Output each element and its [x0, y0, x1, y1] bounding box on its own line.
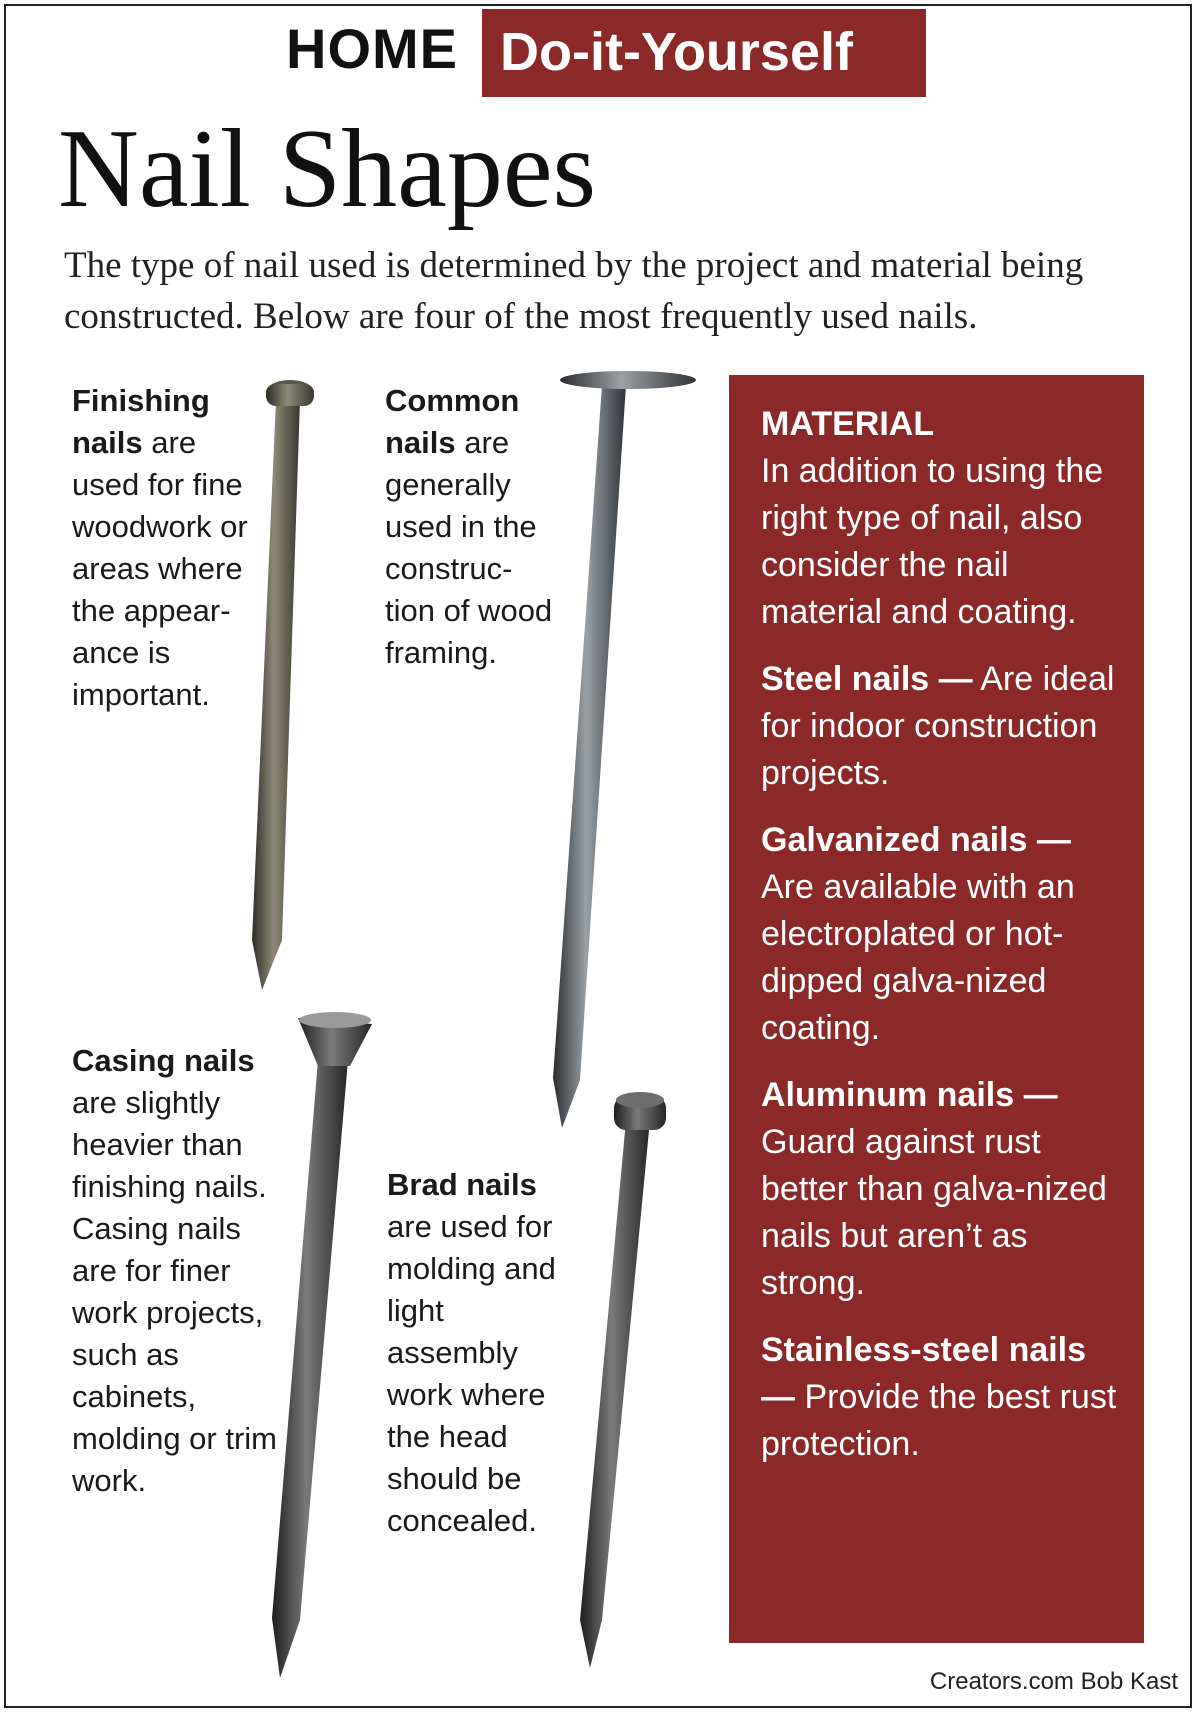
common-nail	[553, 371, 696, 1128]
material-heading: MATERIAL	[761, 405, 935, 443]
material-panel	[729, 375, 1144, 1643]
material-item-name: Steel nails —	[761, 660, 973, 698]
brad-nail-description	[387, 1164, 577, 1542]
material-item-name: Stainless-steel nails —	[761, 1331, 1087, 1416]
material-item-text: Guard against rust better than galva-nized nails but aren’t as strong.	[761, 1123, 1107, 1302]
casing-nail-name: Casing nails	[72, 1043, 255, 1078]
common-nail-name: Common nails	[385, 383, 520, 460]
finishing-nail-name: Finishing nails	[72, 383, 210, 460]
material-intro: In addition to using the right type of nail, also consider the nail material and coating.	[761, 452, 1104, 631]
common-nail-text: are generally used in the construc-tion of wood framing.	[385, 425, 553, 670]
intro-text: The type of nail used is determined by the project and material being constructed. Below are four of the most frequently used nails.	[64, 245, 1084, 337]
material-item-name: Aluminum nails —	[761, 1076, 1058, 1114]
page-title: Nail Shapes	[58, 107, 597, 231]
material-item-name: Galvanized nails —	[761, 821, 1071, 859]
section-label: HOME	[286, 17, 458, 80]
material-item-text: Are ideal for indoor construction projects.	[761, 660, 1115, 792]
finishing-nail-text: are used for fine woodwork or areas where the appear-ance is important.	[72, 425, 248, 712]
material-item-text: Provide the best rust protection.	[761, 1378, 1117, 1463]
material-item	[761, 656, 1124, 797]
material-item-text: Are available with an electroplated or hot-dipped galva-nized coating.	[761, 868, 1075, 1047]
banner: Do-it-Yourself	[482, 9, 926, 97]
brad-nail-text: are used for molding and light assembly work where the head should be concealed.	[387, 1209, 556, 1538]
material-item	[761, 817, 1124, 1052]
common-nail-description	[385, 380, 555, 674]
casing-nail-text: are slightly heavier than finishing nails. Casing nails are for finer work projects, such as cabinets, molding or trim work.	[72, 1085, 277, 1498]
brad-nail-name: Brad nails	[387, 1167, 537, 1202]
casing-nail-description	[72, 1040, 282, 1502]
material-item	[761, 1327, 1124, 1468]
material-item	[761, 1072, 1124, 1307]
finishing-nail-description	[72, 380, 262, 716]
brad-nail	[580, 1092, 666, 1668]
credit-line: Creators.com Bob Kast	[929, 1668, 1178, 1695]
casing-nail	[272, 1012, 372, 1678]
